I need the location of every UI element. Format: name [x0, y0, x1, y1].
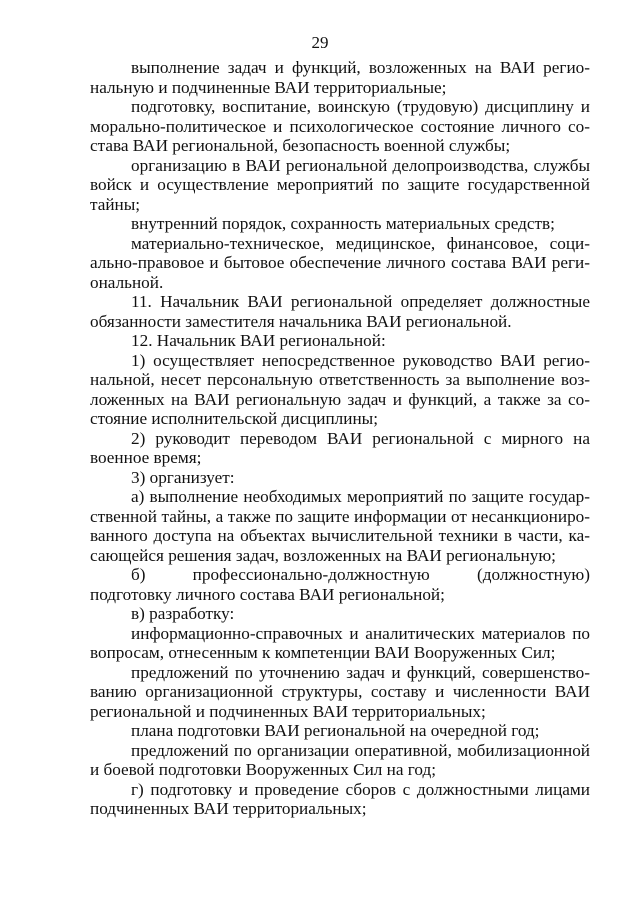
- paragraph: подготовку, воспитание, воинскую (трудовую) дисциплину и морально-политическое и психологическое состояние личного состава ВАИ региональной, безопасность военной службы;: [90, 97, 590, 155]
- paragraph: 2) руководит переводом ВАИ региональной с мирного на военное время;: [90, 428, 590, 467]
- paragraph: внутренний порядок, сохранность материальных средств;: [131, 214, 555, 233]
- paragraph: 1) осуществляет непосредственное руководство ВАИ региональной, несет персональную ответственность за выполнение возложенных на ВАИ региональную задач и функций, а также за состояние исполнительской дисциплины;: [90, 350, 590, 428]
- paragraph: предложений по уточнению задач и функций, совершенствованию организационной структуры, составу и численности ВАИ региональной и подчиненных ВАИ территориальных;: [90, 662, 590, 721]
- paragraph: выполнение задач и функций, возложенных на ВАИ региональную и подчиненные ВАИ территориальные;: [90, 58, 590, 97]
- body-text: [90, 58, 590, 819]
- paragraph: плана подготовки ВАИ региональной на очередной год;: [131, 721, 540, 740]
- paragraph: предложений по организации оперативной, мобилизационной и боевой подготовки Вооруженных Сил на год;: [90, 740, 590, 779]
- paragraph: 11. Начальник ВАИ региональной определяет должностные обязанности заместителя начальника ВАИ региональной.: [90, 292, 590, 331]
- page-number: 29: [311, 33, 329, 52]
- paragraph: а) выполнение необходимых мероприятий по защите государственной тайны, а также по защите информации от несанкционированного доступа на объектах вычислительной техники в части, касающейся решения задач, возложенных на ВАИ региональную;: [90, 487, 590, 565]
- paragraph: материально-техническое, медицинское, финансовое, социально-правовое и бытовое обеспечение личного состава ВАИ региональной.: [90, 233, 590, 292]
- paragraph: г) подготовку и проведение сборов с должностными лицами подчиненных ВАИ территориальных;: [90, 779, 590, 818]
- paragraph: 3) организует:: [131, 467, 235, 487]
- paragraph: организацию в ВАИ региональной делопроизводства, службы войск и осуществление мероприятий по защите государственной тайны;: [90, 155, 590, 214]
- paragraph: б) профессионально-должностную (должностную) подготовку личного состава ВАИ региональной;: [90, 565, 590, 604]
- paragraph: в) разработку:: [131, 604, 235, 623]
- paragraph: 12. Начальник ВАИ региональной:: [131, 331, 386, 350]
- paragraph: информационно-справочных и аналитических материалов по вопросам, отнесенным к компетенции ВАИ Вооруженных Сил;: [90, 623, 590, 662]
